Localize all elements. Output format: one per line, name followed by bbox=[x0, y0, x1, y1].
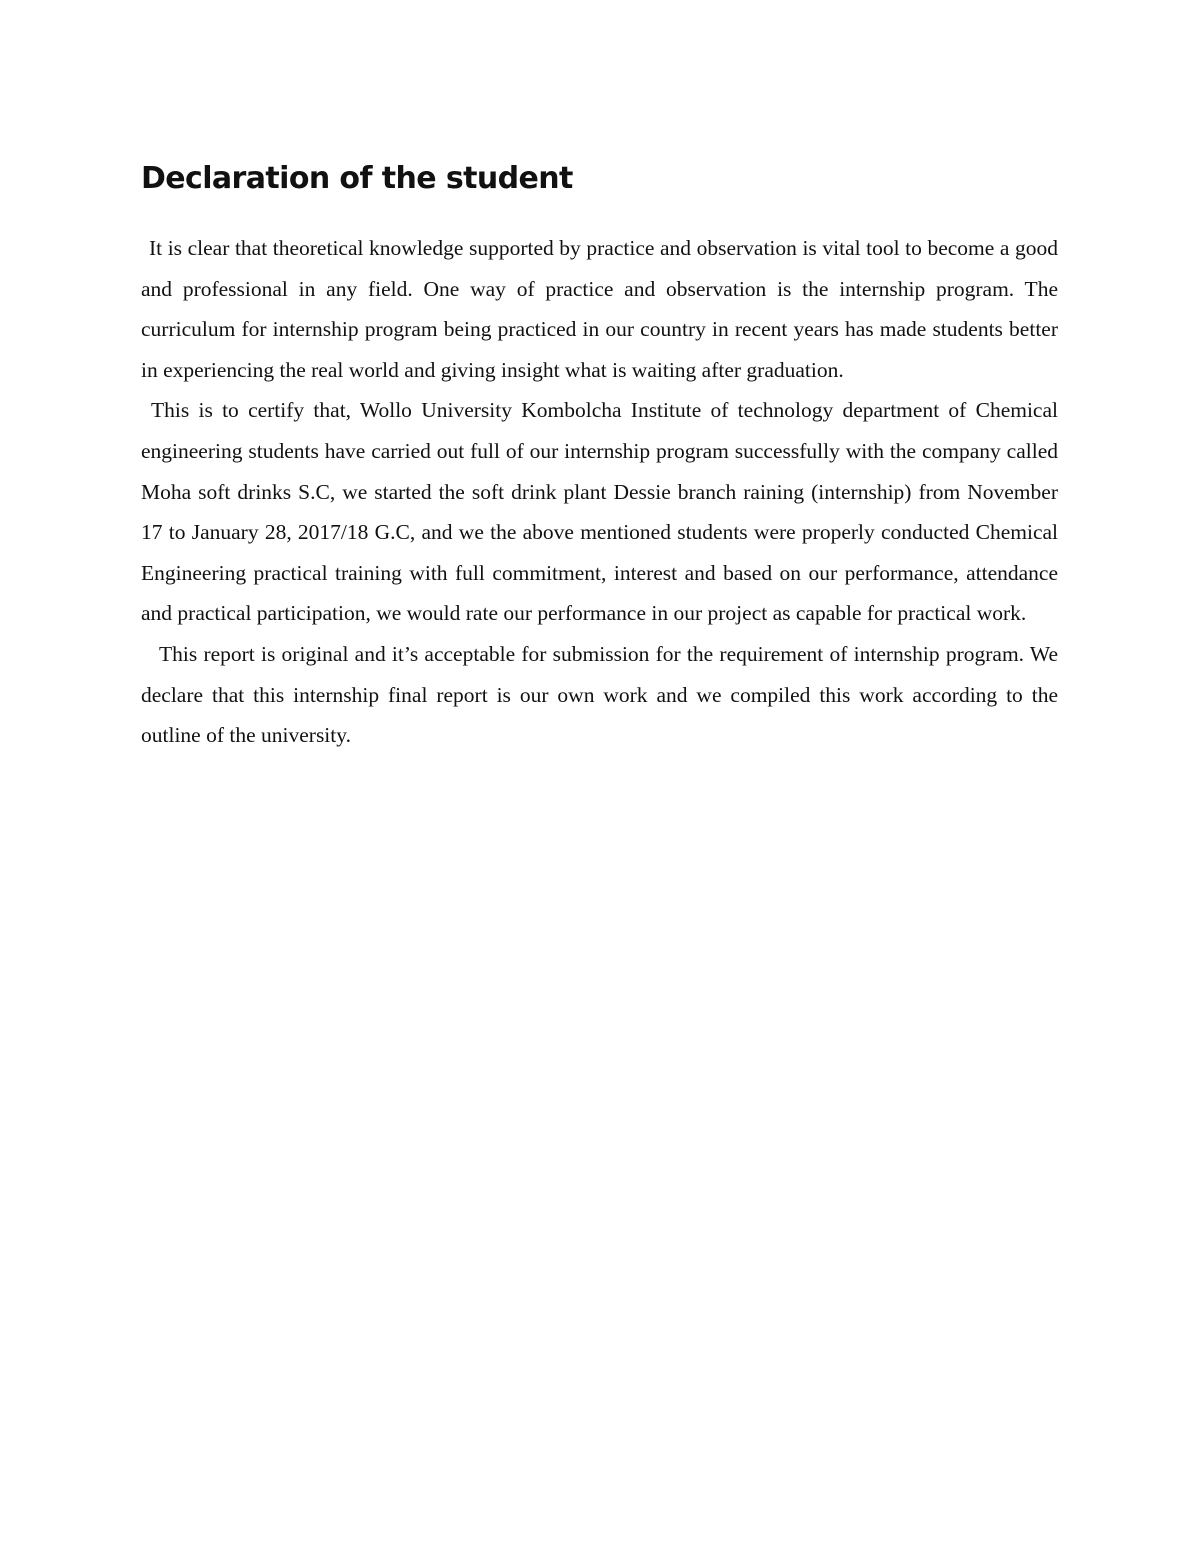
paragraph-declaration: This report is original and it’s acceptable for submission for the requirement of internship program. We declare that this internship final report is our own work and we compiled this work according to the outline of the university. bbox=[141, 641, 1058, 748]
document-content bbox=[141, 150, 1058, 756]
paragraph-introduction: It is clear that theoretical knowledge supported by practice and observation is vital tool to become a good and professional in any field. One way of practice and observation is the internship program. The curriculum for internship program being practiced in our country in recent years has made students better in experiencing the real world and giving insight what is waiting after graduation. bbox=[141, 236, 1058, 382]
page-title: Declaration of the student bbox=[141, 161, 573, 196]
paragraph-certification: This is to certify that, Wollo University Kombolcha Institute of technology department of Chemical engineering students have carried out full of our internship program successfully with the company called Moha soft drinks S.C, we started the soft drink plant Dessie branch raining (internship) from November 17 to January 28, 2017/18 G.C, and we the above mentioned students were properly conducted Chemical Engineering practical training with full commitment, interest and based on our performance, attendance and practical participation, we would rate our performance in our project as capable for practical work. bbox=[141, 398, 1058, 626]
